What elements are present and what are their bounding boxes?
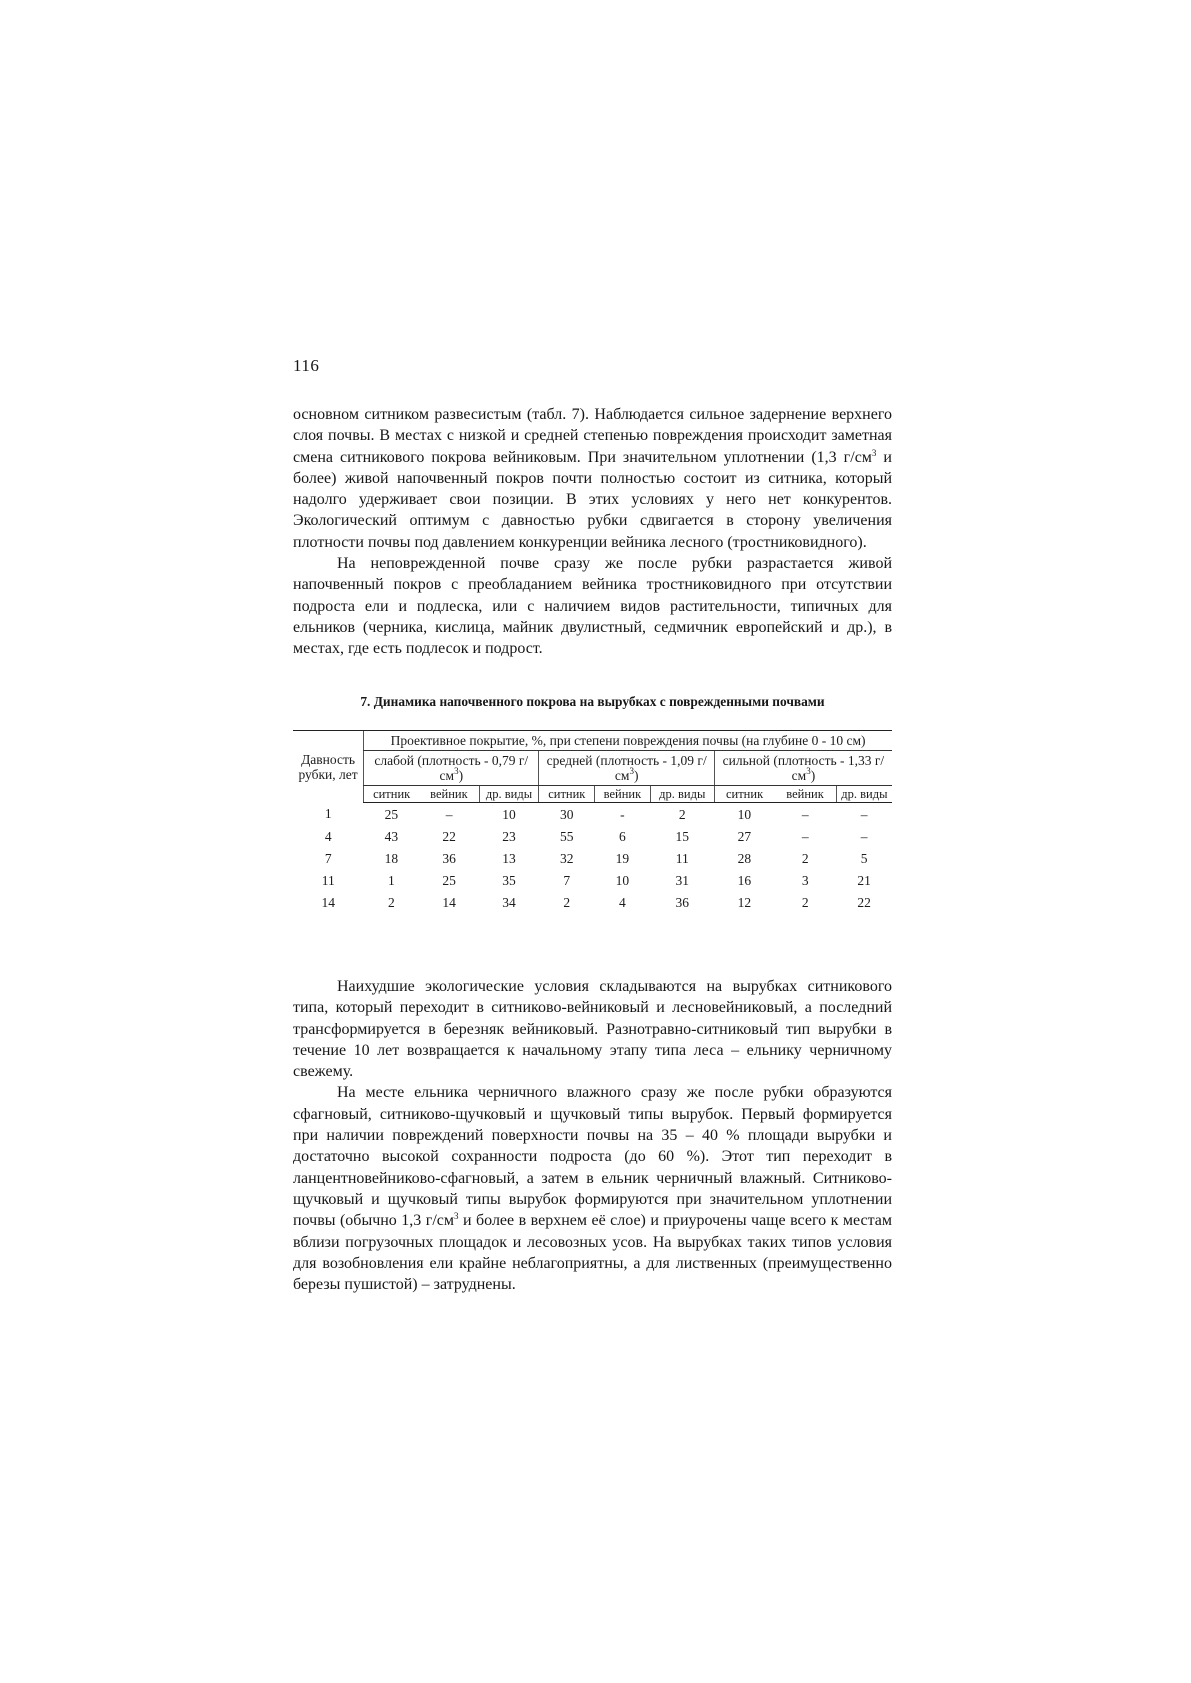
table-cell: 2 (388, 894, 395, 910)
table-cell: 10 (615, 872, 630, 888)
table-cell: – (860, 806, 868, 822)
cell-age: 1 (324, 806, 332, 822)
table-cell: 2 (801, 850, 809, 866)
table-cell: 36 (442, 850, 456, 866)
table-cell: 6 (619, 828, 626, 844)
table-cell: 14 (442, 894, 456, 910)
table-cell: 10 (502, 806, 516, 822)
table-row (293, 825, 892, 847)
table-row (293, 803, 892, 826)
table-cell: 2 (801, 894, 809, 910)
paragraph: Наихудшие экологические условия складываются на вырубках ситникового типа, который переходит в ситниково-вейниковый и лесновейниковый, а последний трансформируется в березняк вейниковый. Разнотравно-ситниковый тип вырубки в течение 10 лет возвращается к начальному этапу типа леса – ельнику черничному свежему. (293, 978, 892, 1081)
table-cell: 31 (675, 872, 690, 888)
table-cell: – (801, 806, 809, 822)
table-cell: 2 (563, 894, 571, 910)
page-number: 116 (293, 356, 320, 375)
table-cell: 22 (442, 828, 456, 844)
vegetation-cover-table (293, 730, 892, 913)
subheader: вейник (595, 786, 651, 803)
table-cell: 36 (675, 894, 690, 910)
table-cell: 32 (560, 850, 574, 866)
subheader: ситник (714, 786, 774, 803)
superscript: 3 (454, 1211, 459, 1222)
table-cell: 7 (563, 872, 571, 888)
paragraph: На месте ельника черничного влажного сразу же после рубки образуются сфагновый, ситниково-щучковый и щучковый типы вырубок. Первый формируется при наличии повреждений поверхности почвы на 35 – 40 % площади вырубки и достаточно высокой сохранности подроста (до 60 %). Этот тип переходит в ланцентновейниково-сфагновый, а затем в ельник черничный влажный. Ситниково-щучковый и щучковый типы вырубок формируются при значительном уплотнении почвы (обычно 1,3 $г/см^3$ и более в верхнем её слое) и приурочены чаще всего к местам вблизи погрузочных площадок и лесовозных усов. На вырубках таких типов условия для возобновления ели крайне неблагоприятны, а для лиственных (преимущественно березы пушистой) – затруднены. (293, 1084, 892, 1294)
cell-age: 11 (321, 872, 335, 888)
cell-age: 4 (324, 828, 332, 844)
table-cell: 5 (860, 850, 868, 866)
cell-age: 7 (324, 850, 332, 866)
subheader: др. виды (650, 786, 714, 803)
table-row (293, 869, 892, 891)
table-cell: 16 (737, 872, 752, 888)
table-cell: 15 (675, 828, 690, 844)
subheader: вейник (419, 786, 479, 803)
table-cell: 12 (737, 894, 752, 910)
table-caption: 7. Динамика напочвенного покрова на вырубках с поврежденными почвами (360, 694, 825, 709)
subheader: др. виды (836, 786, 892, 803)
table-row (293, 847, 892, 869)
subheader: др. виды (479, 786, 539, 803)
table-cell: 43 (384, 828, 399, 844)
text-block-bottom (293, 976, 892, 1295)
table-body (293, 803, 892, 914)
table-cell: 21 (857, 872, 871, 888)
table-cell: 13 (502, 850, 516, 866)
table-cell: 10 (737, 806, 752, 822)
table-cell: 1 (388, 872, 395, 888)
table-cell: 25 (384, 806, 399, 822)
header-age: Давность рубки, лет (293, 731, 364, 803)
table-cell: 28 (737, 850, 752, 866)
subheader: ситник (539, 786, 595, 803)
table-cell: 2 (678, 806, 686, 822)
table-cell: 30 (560, 806, 574, 822)
table-cell: 4 (619, 894, 626, 910)
paragraph: На неповрежденной почве сразу же после рубки разрастается живой напочвенный покров с преобладанием вейника тростниковидного при отсутствии подроста ели и подлеска, или с наличием видов растительности, типичных для ельников (черника, кислица, майник двулистный, седмичник европейский и др.), в местах, где есть подлесок и подрост. (293, 555, 892, 658)
table-cell: – (445, 806, 453, 822)
header-group-medium: средней (плотность - 1,09 $г/см^3$) (539, 751, 714, 786)
superscript: 3 (871, 447, 877, 458)
table-row (293, 891, 892, 913)
subheader: вейник (774, 786, 836, 803)
text-block-top (293, 404, 892, 660)
header-cover: Проективное покрытие, %, при степени повреждения почвы (на глубине 0 - 10 см) (364, 731, 892, 751)
table-cell: 18 (384, 850, 399, 866)
table-cell: – (860, 828, 868, 844)
table-cell: 34 (502, 894, 516, 910)
subheader: ситник (364, 786, 420, 803)
table-cell: 27 (737, 828, 752, 844)
table-cell: 55 (560, 828, 574, 844)
table-cell: 19 (615, 850, 630, 866)
cell-age: 14 (321, 894, 336, 910)
header-group-weak: слабой (плотность - 0,79 $г/см^3$) (364, 751, 539, 786)
table-cell: 23 (502, 828, 516, 844)
header-group-strong: сильной (плотность - 1,33 $г/см^3$) (714, 751, 892, 786)
table-cell: 11 (675, 850, 689, 866)
table-cell: - (620, 806, 625, 822)
table-cell: 3 (801, 872, 809, 888)
table-cell: 22 (857, 894, 871, 910)
table-cell: 25 (442, 872, 456, 888)
paragraph: основном ситником развесистым (табл. 7). Наблюдается сильное задернение верхнего слоя почвы. В местах с низкой и средней степенью повреждения происходит заметная смена ситникового покрова вейниковым. При значительном уплотнении (1,3 $г/см^3$ и более) живой напочвенный покров почти полностью состоит из ситника, который надолго удерживает свои позиции. В этих условиях у него нет конкурентов. Экологический оптимум с давностью рубки сдвигается в сторону увеличения плотности почвы под давлением конкуренции вейника лесного (тростниковидного). (293, 406, 892, 551)
table-cell: 35 (502, 872, 516, 888)
table-cell: – (801, 828, 809, 844)
